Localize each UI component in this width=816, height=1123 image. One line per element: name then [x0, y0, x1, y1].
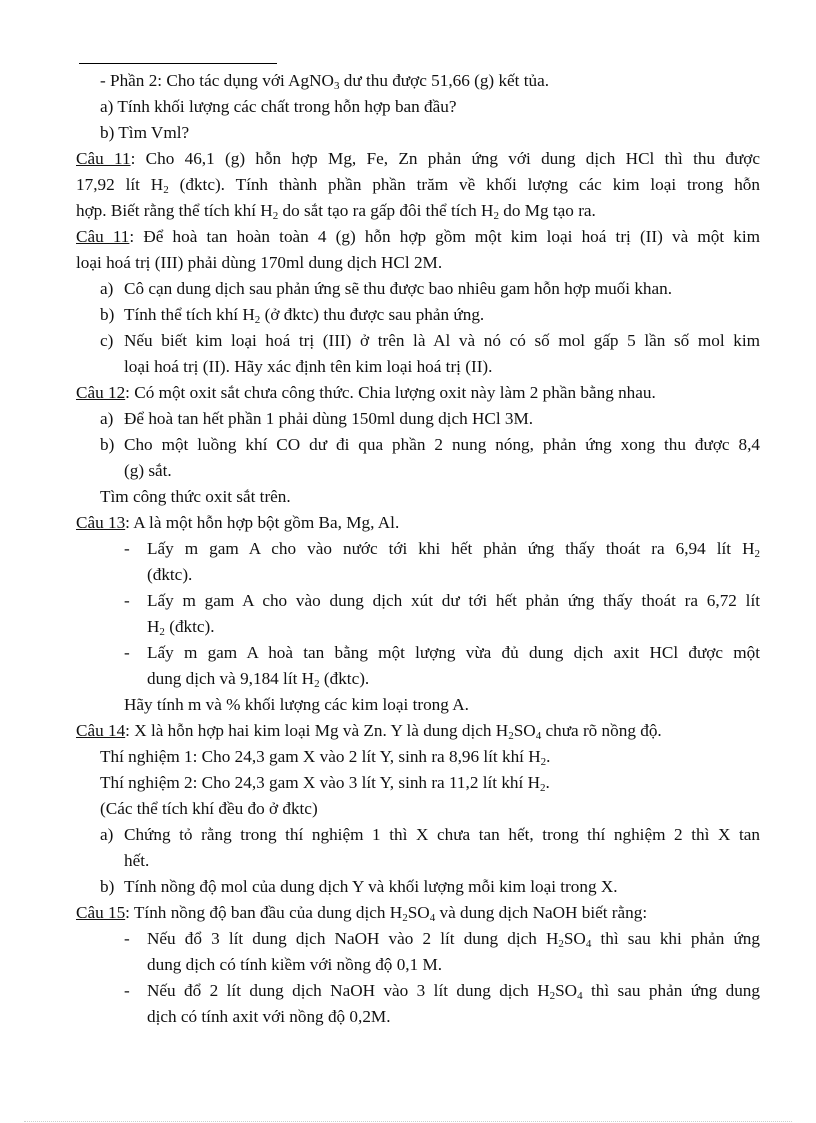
- question-12-line1: Câu 12: Có một oxit sắt chưa công thức. Chia lượng oxit này làm 2 phần bằng nhau.: [76, 383, 656, 402]
- question-11a-line2: 17,92 lít $H_2$ (đktc). Tính thành phần phần trăm về khối lượng các kim loại trong hỗn: [76, 175, 760, 196]
- question-13-conclusion: Hãy tính m và % khối lượng các kim loại trong A.: [124, 695, 469, 714]
- list-item: a) Để hoà tan hết phần 1 phải dùng 150ml dung dịch HCl 3M.: [100, 409, 534, 428]
- list-item: a) Chứng tỏ rằng trong thí nghiệm 1 thì X chưa tan hết, trong thí nghiệm 2 thì X tan: [100, 825, 760, 844]
- question-15-line1: Câu 15: Tính nồng độ ban đầu của dung dịch $H_2SO_4$ và dung dịch NaOH biết rằng:: [76, 903, 648, 924]
- question-11a-line1: Câu 11: Cho 46,1 (g) hỗn hợp Mg, Fe, Zn phản ứng với dung dịch HCl thì thu được: [76, 149, 760, 168]
- question-label: Câu 15: [76, 903, 126, 922]
- part2-line: - Phần 2: Cho tác dụng với AgNO$_3$ dư thu được 51,66 (g) kết tủa.: [100, 71, 550, 92]
- question-11a-line3: hợp. Biết rằng thể tích khí $H_2$ do sắt tạo ra gấp đôi thể tích $H_2$ do Mg tạo ra.: [76, 201, 596, 222]
- dash-item: - Lấy m gam A hoà tan bằng một lượng vừa đủ dung dịch axit HCl được một: [124, 643, 760, 662]
- question-14-line1: Câu 14: X là hỗn hợp hai kim loại Mg và Zn. Y là dung dịch $H_2SO_4$ chưa rõ nồng độ.: [76, 721, 662, 742]
- dash-item-continuation: dung dịch và 9,184 lít $H_2$ (đktc).: [147, 669, 370, 690]
- question-13-line1: Câu 13: A là một hỗn hợp bột gồm Ba, Mg, Al.: [76, 513, 400, 532]
- question-label: Câu 14: [76, 721, 126, 740]
- question-label: Câu 12: [76, 383, 126, 402]
- dash-item: - Lấy m gam A cho vào dung dịch xút dư tới hết phản ứng thấy thoát ra 6,72 lít: [124, 591, 760, 610]
- dash-item: - Nếu đổ 2 lít dung dịch NaOH vào 3 lít dung dịch $H_2SO_4$ thì sau phản ứng dung: [124, 981, 760, 1002]
- dash-item-continuation: $H_2$ (đktc).: [147, 617, 215, 638]
- question-label: Câu 11: [76, 149, 131, 168]
- list-item: a) Cô cạn dung dịch sau phản ứng sẽ thu được bao nhiêu gam hỗn hợp muối khan.: [100, 279, 673, 298]
- dash-item: - Nếu đổ 3 lít dung dịch NaOH vào 2 lít dung dịch $H_2SO_4$ thì sau khi phản ứng: [124, 929, 760, 950]
- question-label: Câu 13: [76, 513, 126, 532]
- dash-item: - Lấy m gam A cho vào nước tới khi hết phản ứng thấy thoát ra 6,94 lít $H_2$: [124, 539, 760, 560]
- experiment-note: (Các thể tích khí đều đo ở đktc): [100, 799, 318, 818]
- experiment-1: Thí nghiệm 1: Cho 24,3 gam X vào 2 lít Y, sinh ra 8,96 lít khí $H_2$.: [100, 747, 551, 768]
- list-item: b) Cho một luồng khí CO dư đi qua phần 2 nung nóng, phản ứng xong thu được 8,4: [100, 435, 760, 454]
- list-item-continuation: loại hoá trị (II). Hãy xác định tên kim loại hoá trị (II).: [124, 357, 493, 376]
- question-11b-line1: Câu 11: Để hoà tan hoàn toàn 4 (g) hỗn hợp gồm một kim loại hoá trị (II) và một kim: [76, 227, 760, 246]
- list-item: c) Nếu biết kim loại hoá trị (III) ở trên là Al và nó có số mol gấp 5 lần số mol kim: [100, 331, 760, 350]
- question-11b-line2: loại hoá trị (III) phải dùng 170ml dung dịch HCl 2M.: [76, 253, 443, 272]
- page-bottom-border: [24, 1121, 792, 1122]
- question-12-conclusion: Tìm công thức oxit sắt trên.: [100, 487, 291, 506]
- dash-item-continuation: (đktc).: [147, 565, 193, 584]
- question-label: Câu 11: [76, 227, 130, 246]
- dash-item-continuation: dung dịch có tính kiềm với nồng độ 0,1 M.: [147, 955, 443, 974]
- intro-question-a: a) Tính khối lượng các chất trong hỗn hợp ban đầu?: [100, 97, 457, 116]
- experiment-2: Thí nghiệm 2: Cho 24,3 gam X vào 3 lít Y, sinh ra 11,2 lít khí $H_2$.: [100, 773, 550, 794]
- list-item-continuation: (g) sắt.: [124, 461, 172, 480]
- list-item: b) Tính nồng độ mol của dung dịch Y và khối lượng mỗi kim loại trong X.: [100, 877, 618, 896]
- footnote-rule: [79, 63, 277, 64]
- document-page: [76, 68, 760, 1030]
- intro-question-b: b) Tìm Vml?: [100, 123, 190, 142]
- list-item: b) Tính thể tích khí $H_2$ (ở đktc) thu được sau phản ứng.: [100, 305, 485, 326]
- dash-item-continuation: dịch có tính axit với nồng độ 0,2M.: [147, 1007, 391, 1026]
- list-item-continuation: hết.: [124, 851, 150, 870]
